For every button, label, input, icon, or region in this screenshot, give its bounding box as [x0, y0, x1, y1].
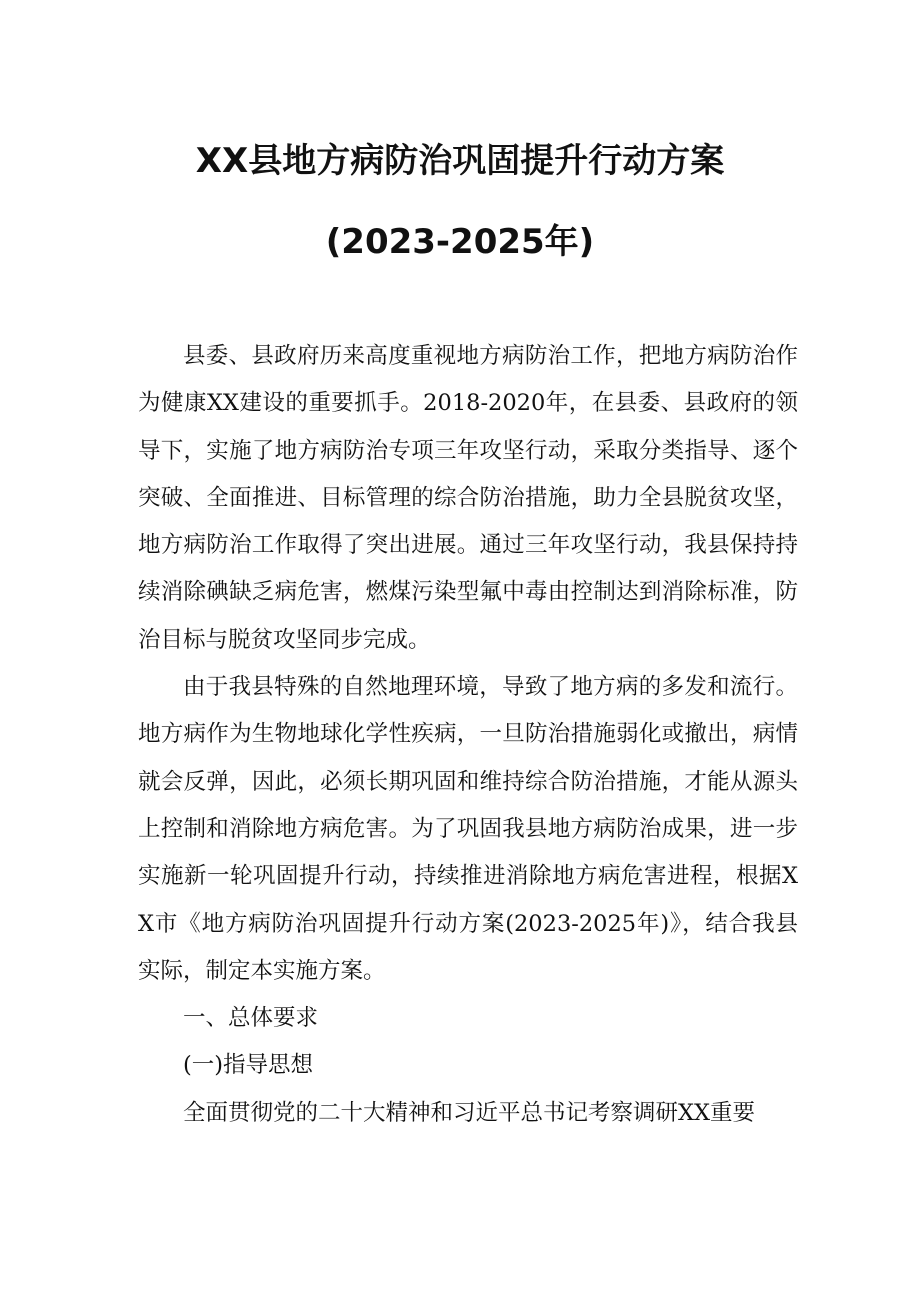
paragraph-intro: 县委、县政府历来高度重视地方病防治工作，把地方病防治作为健康XX建设的重要抓手。2018-2020年，在县委、县政府的领导下，实施了地方病防治专项三年攻坚行动，采取分类指导、逐个突破、全面推进、目标管理的综合防治措施，助力全县脱贫攻坚，地方病防治工作取得了突出进展。通过三年攻坚行动，我县保持持续消除碘缺乏病危害，燃煤污染型氟中毒由控制达到消除标准，防治目标与脱贫攻坚同步完成。 [138, 343, 798, 653]
paragraph-background: 由于我县特殊的自然地理环境，导致了地方病的多发和流行。地方病作为生物地球化学性疾病，一旦防治措施弱化或撤出，病情就会反弹，因此，必须长期巩固和维持综合防治措施，才能从源头上控制和消除地方病危害。为了巩固我县地方病防治成果，进一步实施新一轮巩固提升行动，持续推进消除地方病危害进程，根据XX市《地方病防治巩固提升行动方案(2023-2025年)》，结合我县实际，制定本实施方案。 [138, 674, 798, 984]
document-title: XX县地方病防治巩固提升行动方案 [195, 141, 725, 181]
document-body [138, 333, 798, 1137]
document-title-years: (2023-2025年) [325, 222, 595, 262]
paragraph-guiding-thought: 全面贯彻党的二十大精神和习近平总书记考察调研XX重要 [183, 1099, 756, 1126]
section-heading: 一、总体要求 [183, 1005, 319, 1032]
subsection-heading: (一)指导思想 [183, 1052, 314, 1079]
